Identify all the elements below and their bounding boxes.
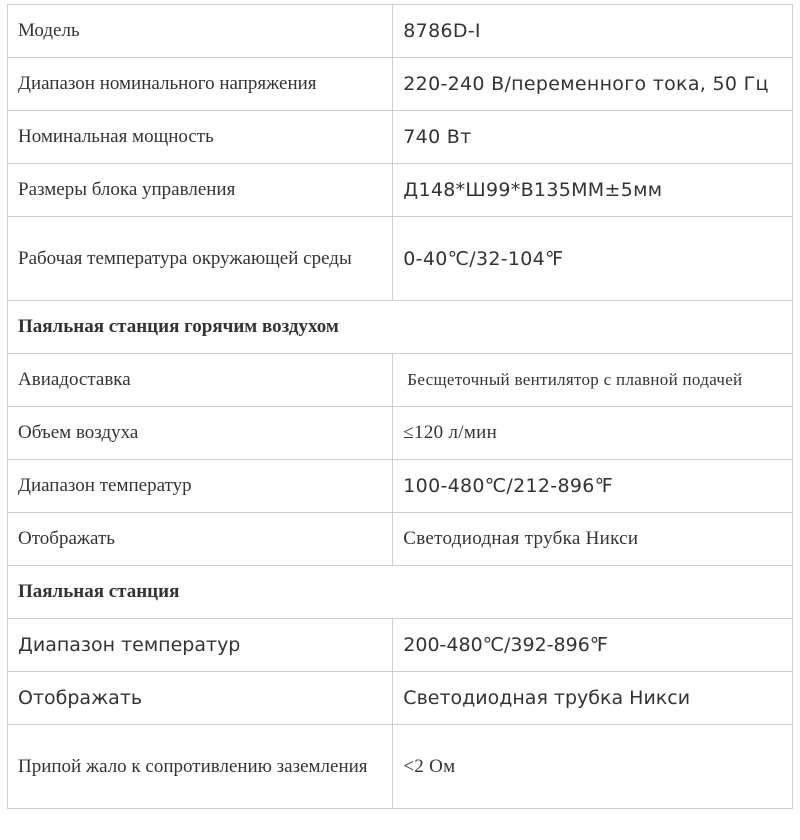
spec-value: ≤120 л/мин (393, 407, 793, 460)
spec-value: Светодиодная трубка Никси (393, 513, 793, 566)
section-title: Паяльная станция горячим воздухом (8, 301, 793, 354)
spec-table (7, 4, 793, 809)
spec-label: Диапазон температур (8, 619, 393, 672)
table-row-air-volume (8, 407, 793, 460)
table-row-voltage (8, 58, 793, 111)
spec-label: Диапазон номинального напряжения (8, 58, 393, 111)
section-header-hot-air (8, 301, 793, 354)
spec-value: <2 Ом (393, 725, 793, 809)
spec-value: 0-40℃/32-104℉ (393, 217, 793, 301)
spec-value: 200-480℃/392-896℉ (393, 619, 793, 672)
spec-value: Д148*Ш99*В135ММ±5мм (393, 164, 793, 217)
spec-label: Отображать (8, 672, 393, 725)
spec-label: Отображать (8, 513, 393, 566)
spec-label: Авиадоставка (8, 354, 393, 407)
table-row-hot-air-display (8, 513, 793, 566)
table-row-soldering-temperature (8, 619, 793, 672)
spec-value: 220-240 В/переменного тока, 50 Гц (393, 58, 793, 111)
spec-value: Светодиодная трубка Никси (393, 672, 793, 725)
section-header-soldering (8, 566, 793, 619)
table-row-air-delivery (8, 354, 793, 407)
spec-label: Размеры блока управления (8, 164, 393, 217)
table-row-ground-resistance (8, 725, 793, 809)
spec-label: Припой жало к сопротивлению заземления (8, 725, 393, 809)
table-row-hot-air-temperature (8, 460, 793, 513)
spec-value: 8786D-I (393, 5, 793, 58)
section-title: Паяльная станция (8, 566, 793, 619)
table-row-dimensions (8, 164, 793, 217)
table-row-model (8, 5, 793, 58)
table-row-soldering-display (8, 672, 793, 725)
spec-label: Диапазон температур (8, 460, 393, 513)
table-row-ambient-temperature (8, 217, 793, 301)
spec-label: Рабочая температура окружающей среды (8, 217, 393, 301)
table-row-power (8, 111, 793, 164)
spec-value: 100-480℃/212-896℉ (393, 460, 793, 513)
spec-label: Модель (8, 5, 393, 58)
spec-value: 740 Вт (393, 111, 793, 164)
spec-value: Бесщеточный вентилятор с плавной подачей (393, 354, 793, 407)
spec-label: Объем воздуха (8, 407, 393, 460)
spec-label: Номинальная мощность (8, 111, 393, 164)
